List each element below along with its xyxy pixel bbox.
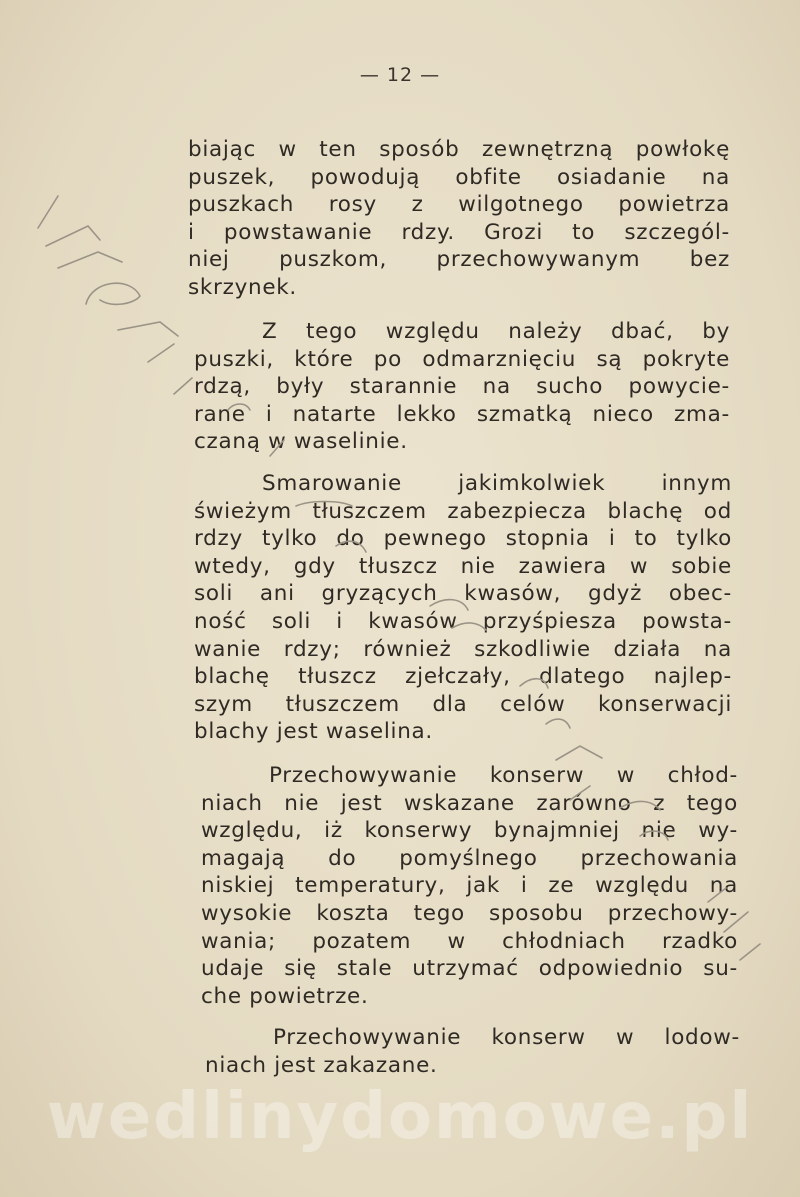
- text-line: udaje się stale utrzymać odpowiednio su-: [201, 956, 738, 982]
- text-line: niach nie jest wskazane zarówno z tego: [201, 790, 738, 816]
- text-line: czaną w waselinie.: [194, 429, 408, 455]
- paragraph-2: [194, 318, 730, 456]
- text-line: wania; pozatem w chłodniach rzadko: [201, 928, 738, 954]
- text-line: Z tego względu należy dbać, by: [262, 319, 730, 344]
- text-line: che powietrze.: [201, 983, 369, 1009]
- text-line: niej puszkom, przechowywanym bez: [188, 247, 730, 273]
- text-line: Smarowanie jakimkolwiek innym: [262, 471, 732, 496]
- text-line: puszki, które po odmarznięciu są pokryte: [194, 346, 730, 372]
- text-line: biając w ten sposób zewnętrzną powłokę: [188, 137, 730, 162]
- paragraph-1: [188, 136, 730, 302]
- text-line: puszkach rosy z wilgotnego powietrza: [188, 192, 730, 218]
- text-line: rdzy tylko do pewnego stopnia i to tylko: [194, 526, 732, 552]
- text-line: magają do pomyślnego przechowania: [201, 845, 738, 871]
- text-line: wysokie koszta tego sposobu przechowy-: [201, 900, 738, 926]
- text-line: niskiej temperatury, jak i ze względu na: [201, 873, 738, 899]
- text-line: puszek, powodują obfite osiadanie na: [188, 164, 730, 190]
- text-line: soli ani gryzących kwasów, gdyż obec-: [194, 581, 732, 607]
- text-line: względu, iż konserwy bynajmniej nie wy-: [201, 818, 738, 844]
- text-line: Przechowywanie konserw w chłod-: [269, 763, 738, 788]
- text-line: skrzynek.: [188, 274, 297, 300]
- text-line: blachę tłuszcz zjełczały, dlatego najlep-: [194, 664, 732, 690]
- paragraph-5: [205, 1024, 740, 1079]
- text-line: ność soli i kwasów przyśpiesza powsta-: [194, 608, 732, 634]
- watermark: wedlinydomowe.pl: [46, 1080, 754, 1154]
- text-line: wanie rdzy; również szkodliwie działa na: [194, 636, 732, 662]
- text-line: świeżym tłuszczem zabezpiecza blachę od: [194, 498, 732, 524]
- paragraph-4: [201, 762, 738, 1010]
- text-line: rdzą, były starannie na sucho powycie-: [194, 374, 730, 400]
- text-line: wtedy, gdy tłuszcz nie zawiera w sobie: [194, 553, 732, 579]
- text-line: szym tłuszczem dla celów konserwacji: [194, 691, 732, 717]
- page-number: — 12 —: [359, 64, 441, 86]
- text-line: blachy jest waselina.: [194, 719, 433, 745]
- paragraph-3: [194, 470, 732, 746]
- text-line: rane i natarte lekko szmatką nieco zma-: [194, 401, 730, 427]
- text-line: Przechowywanie konserw w lodow-: [273, 1025, 740, 1050]
- text-line: niach jest zakazane.: [205, 1052, 438, 1078]
- text-line: i powstawanie rdzy. Grozi to szczegól-: [188, 219, 730, 245]
